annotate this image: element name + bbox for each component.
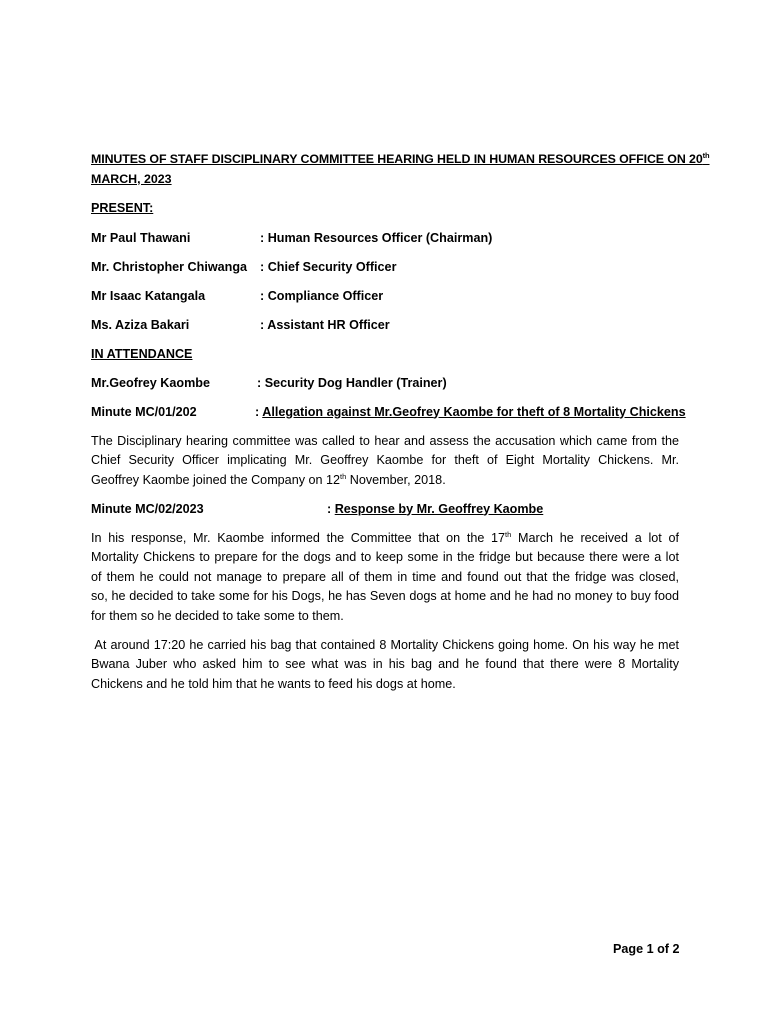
attendee-name: Mr Paul Thawani xyxy=(91,230,191,245)
paragraph-line-text: March he received a lot of xyxy=(511,530,679,545)
paragraph-line: for them so he decided to take some to them. xyxy=(91,608,344,623)
ordinal-suffix: th xyxy=(340,471,347,481)
minute-1-subject-line xyxy=(255,403,686,423)
attendee-role: : Assistant HR Officer xyxy=(260,317,390,332)
paragraph-line-text: In his response, Mr. Kaombe informed the Committee that on the 17 xyxy=(91,530,506,545)
page-number: Page 1 of 2 xyxy=(613,942,680,956)
document-title xyxy=(91,150,710,189)
minute-2-label: Minute MC/02/2023 xyxy=(91,501,204,516)
paragraph-line: At around 17:20 he carried his bag that contained 8 Mortality Chickens going home. On his way he met xyxy=(91,637,679,652)
paragraph-line xyxy=(91,529,679,549)
paragraph-line-text: November, 2018. xyxy=(346,472,446,487)
attendee-role: : Security Dog Handler (Trainer) xyxy=(257,375,447,390)
paragraph-line: Chief Security Officer implicating Mr. Geoffrey Kaombe for theft of Eight Mortality Chickens. Mr. xyxy=(91,453,679,467)
minute-2-colon: : xyxy=(327,501,335,516)
attendee-role: : Compliance Officer xyxy=(260,288,384,303)
attendee-name: Ms. Aziza Bakari xyxy=(91,317,190,332)
minute-1-label: Minute MC/01/202 xyxy=(91,404,197,419)
attendance-row xyxy=(91,374,679,394)
response-paragraph xyxy=(91,529,679,627)
attendee-role: : Human Resources Officer (Chairman) xyxy=(260,230,493,245)
attendee-role: : Chief Security Officer xyxy=(260,259,397,274)
paragraph-line: Mortality Chickens to prepare for the dogs and to keep some in the fridge but because there were a lot xyxy=(91,550,679,564)
ordinal-suffix: th xyxy=(505,529,512,539)
minute-2-subject: Response by Mr. Geoffrey Kaombe xyxy=(334,501,544,516)
minute-1-paragraph xyxy=(91,432,679,491)
attendee-name: Mr Isaac Katangala xyxy=(91,288,206,303)
attendee-name: Mr. Christopher Chiwanga xyxy=(91,259,248,274)
minute-1-colon: : xyxy=(255,404,263,419)
paragraph-line: of them he could not manage to prepare all of them in time and found out that the fridge was closed, xyxy=(91,569,679,584)
paragraph-line-text: Geoffrey Kaombe joined the Company on 12 xyxy=(91,472,341,487)
title-line-1 xyxy=(91,150,710,170)
present-row xyxy=(91,229,679,249)
paragraph-line: so, he decided to take some for his Dogs, he has Seven dogs at home and he had no money to buy food xyxy=(91,589,679,603)
title-line-1-text: MINUTES OF STAFF DISCIPLINARY COMMITTEE HEARING HELD IN HUMAN RESOURCES OFFICE ON 20 xyxy=(91,152,703,166)
attendance-heading: IN ATTENDANCE xyxy=(91,346,193,361)
minute-1-subject: Allegation against Mr.Geofrey Kaombe for theft of 8 Mortality Chickens xyxy=(262,404,686,419)
attendee-name: Mr.Geofrey Kaombe xyxy=(91,375,210,390)
title-line-2: MARCH, 2023 xyxy=(91,171,172,186)
paragraph-line: The Disciplinary hearing committee was called to hear and assess the accusation which came from the xyxy=(91,433,679,448)
present-row xyxy=(91,258,679,278)
document-body xyxy=(91,150,710,694)
present-heading: PRESENT: xyxy=(91,201,154,215)
minute-2-subject-line xyxy=(327,500,543,520)
paragraph-line: Chickens and he told him that he wants to feed his dogs at home. xyxy=(91,676,456,691)
title-ordinal-suffix: th xyxy=(702,151,710,160)
present-row xyxy=(91,287,679,307)
minute-1-heading xyxy=(91,403,686,423)
paragraph-line xyxy=(91,471,679,491)
present-row xyxy=(91,316,679,336)
incident-paragraph xyxy=(91,636,679,695)
paragraph-line: Bwana Juber who asked him to see what was in his bag and he found that there were 8 Mortality xyxy=(91,657,679,671)
minute-2-heading xyxy=(91,500,679,520)
